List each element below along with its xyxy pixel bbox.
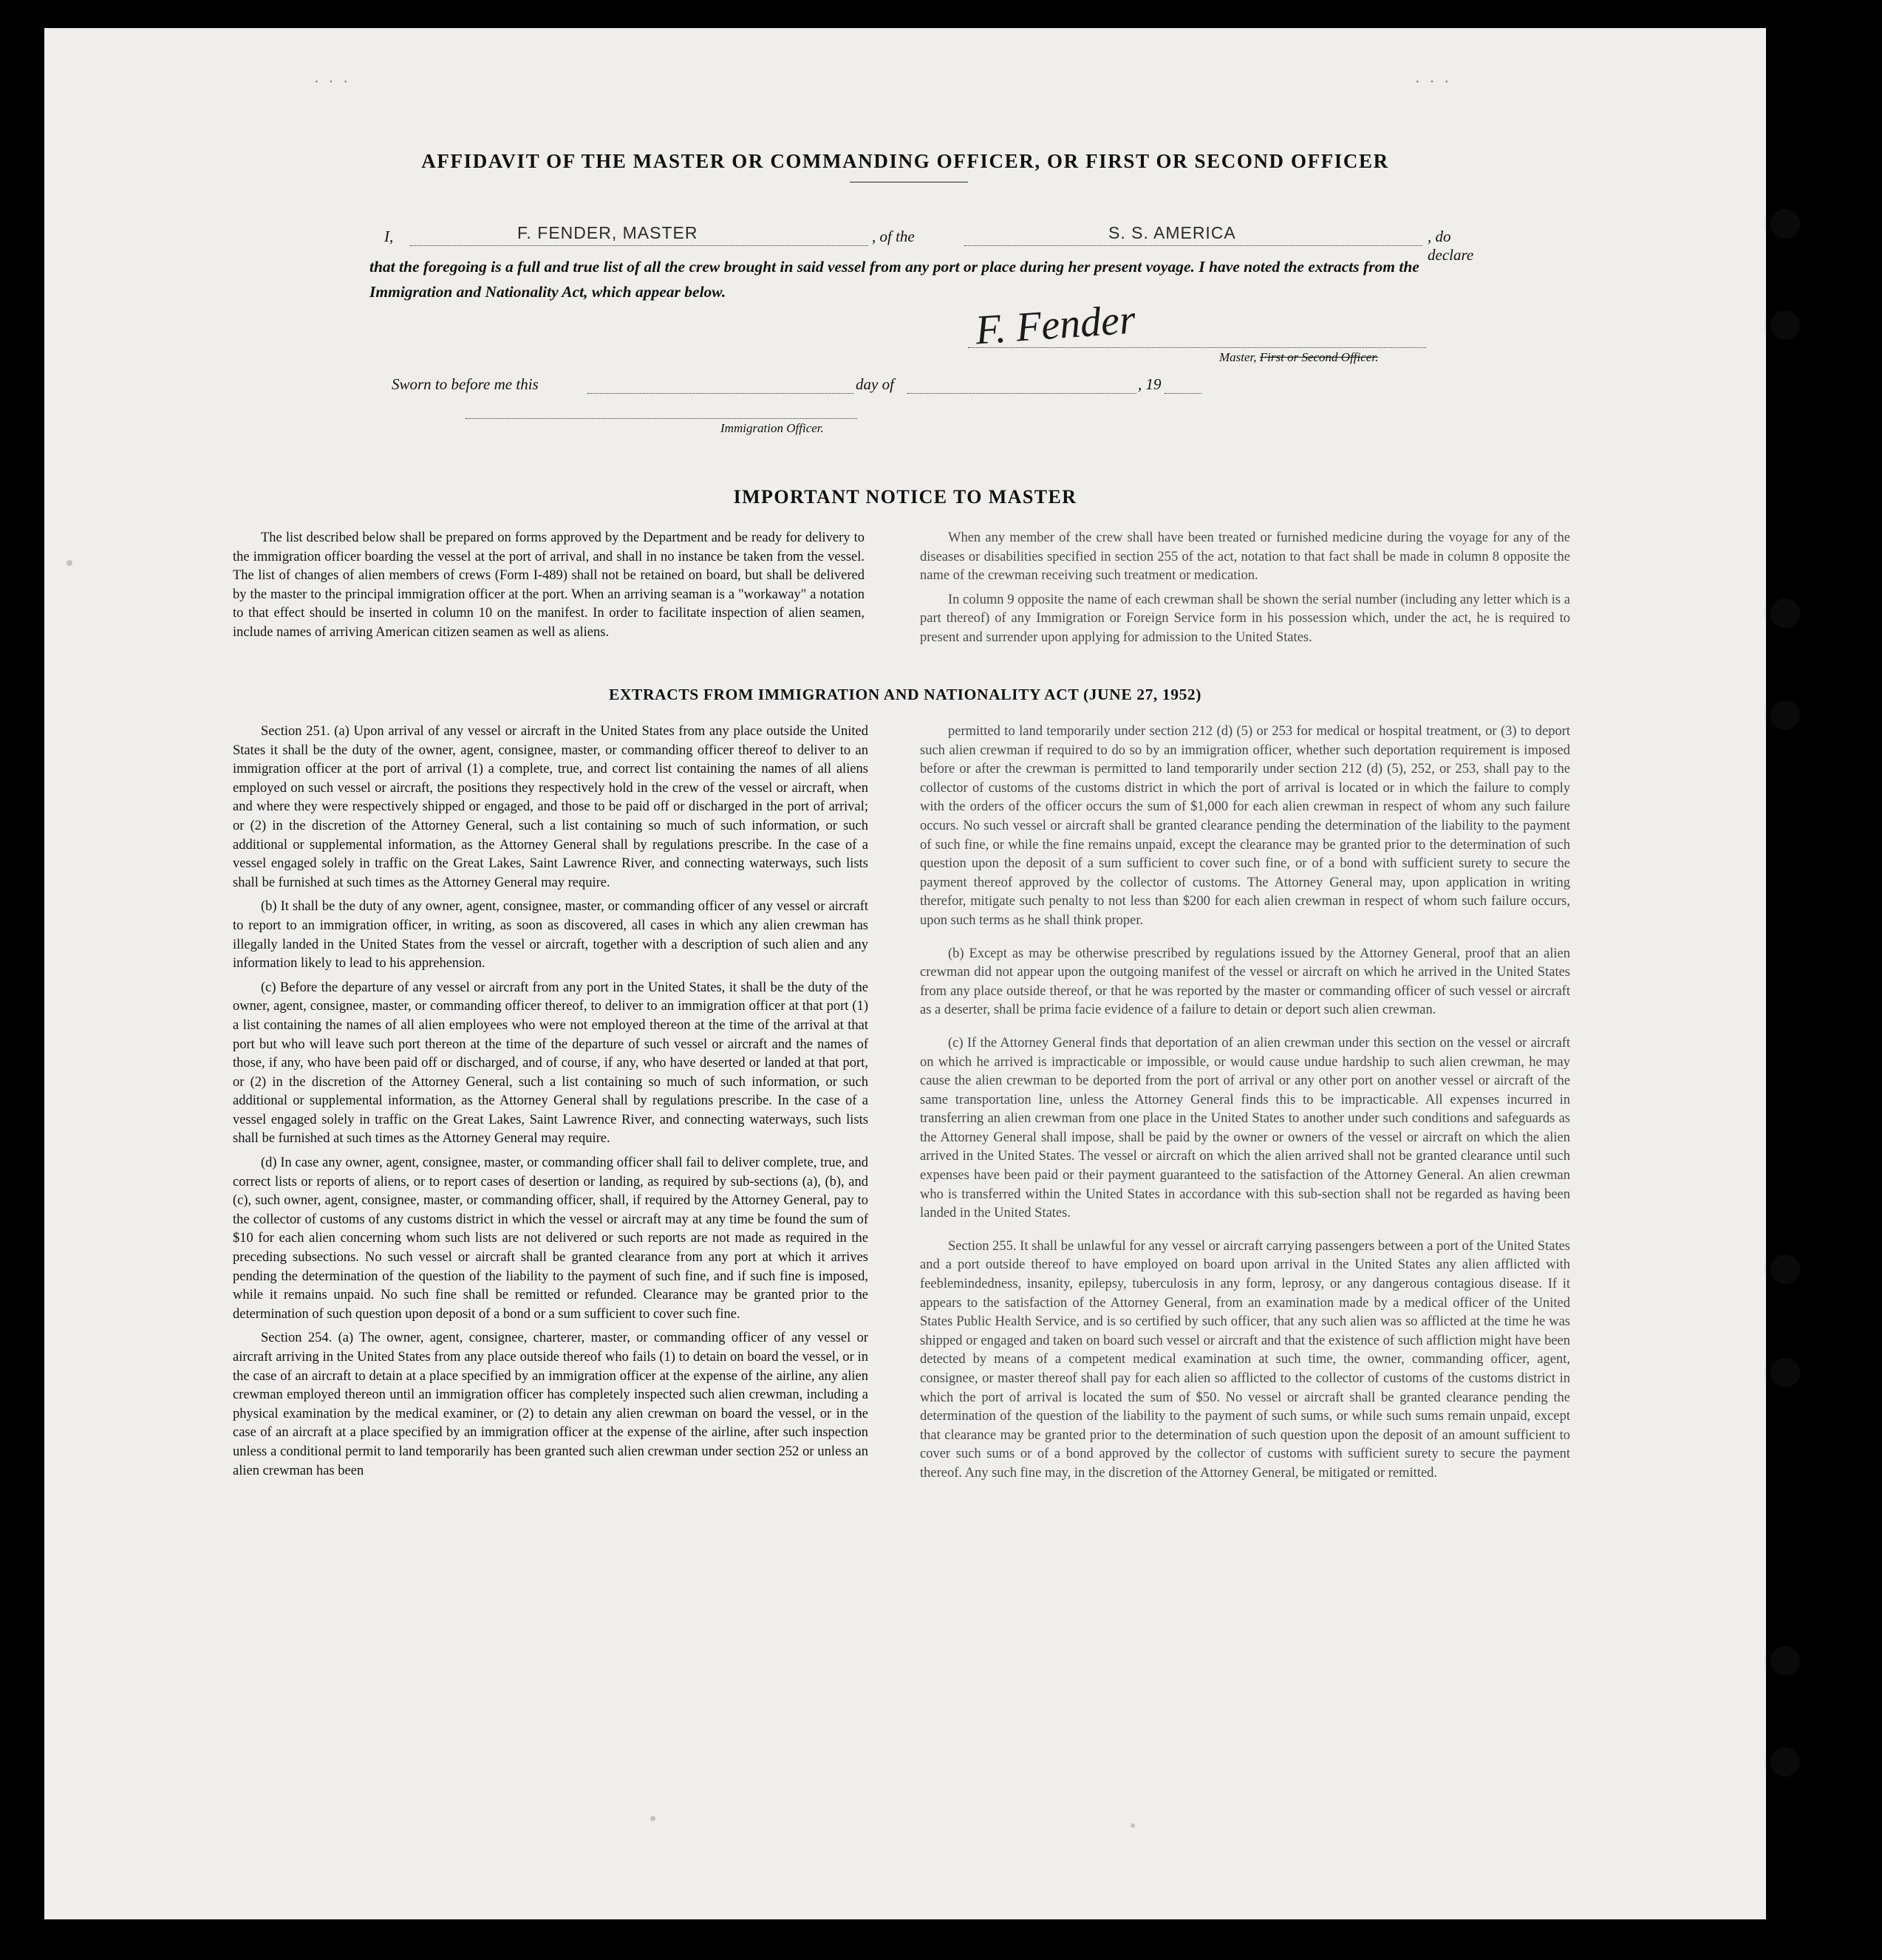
film-punch-hole — [1770, 598, 1800, 628]
notice-right-para-1: When any member of the crew shall have been treated or furnished medicine during the voyage for any of the diseases or disabilities specified in section 255 of the act, notation to that fact shall be made in column 8 opposite the name of the crewman receiving such treatment or medication. — [920, 530, 1570, 584]
film-punch-hole — [1770, 209, 1800, 239]
declaration-text: that the foregoing is a full and true list of all the crew brought in said vessel from any port or place during her present voyage. I have noted the extracts from the Immigration and Nationality Act, which appear below. — [369, 258, 1419, 301]
film-punch-hole — [1770, 1358, 1800, 1387]
day-of-label: day of — [856, 375, 894, 393]
scan-speck — [1131, 1823, 1135, 1828]
extract-para-a: Section 251. (a) Upon arrival of any vessel or aircraft in the United States from any place outside the United States it shall be the duty of the owner, agent, consignee, master, or commanding officer thereof to deliver to an immigration officer at the port of arrival (1) a complete, true, and correct list containing the names of all aliens employed on such vessel or aircraft, the positions they respectively hold in the crew of the vessel or aircraft, when and where they were respectively shipped or engaged, and those to be paid off or discharged in the port of arrival; or (2) in the discretion of the Attorney General, such a list containing so much of such information, or such additional or supplemental information, as the Attorney General shall by regulations prescribe. In the case of a vessel engaged solely in traffic on the Great Lakes, Saint Lawrence River, and connecting waterways, such lists shall be furnished at such times as the Attorney General may require. — [233, 724, 868, 890]
extracts-right-column — [920, 723, 1570, 1483]
scan-speck — [67, 560, 72, 566]
signature-caption-struck: First or Second Officer. — [1259, 350, 1379, 364]
extract-254a-cont: permitted to land temporarily under section 212 (d) (5) or 253 for medical or hospital treatment, or (3) to deport such alien crewman if required to do so by an immigration officer, whether such deportation requirement is imposed before or after the crewman is permitted to land temporarily under section 212 (d) (5), 252, or 253, shall pay to the collector of customs of the customs district in which the port of arrival is located or in which the failure to comply with the orders of the officer occurs the sum of $1,000 for each alien crewman in respect of whom any such failure occurs. No such vessel or aircraft shall be granted clearance pending the determination of the liability to the payment of such fine, or while the fine remains unpaid, except the clearance may be granted prior to the determination of such question upon the deposit of a sum sufficient to cover such fine, or of a bond with sufficient surety to secure the payment thereof approved by the collector of customs. The Attorney General may, upon application in writing therefor, mitigate such penalty to not less than $200 for each alien crewman in respect of whom such failure occurs, upon such terms as he shall think proper. — [920, 724, 1570, 928]
film-punch-hole — [1770, 700, 1800, 730]
corner-mark-left: · · · — [314, 74, 351, 90]
sworn-date-rule — [587, 393, 853, 394]
scan-speck — [650, 1816, 655, 1821]
year-label: , 19 — [1138, 375, 1162, 393]
signature-caption-master: Master, — [1219, 350, 1257, 364]
notice-right-column — [920, 529, 1570, 648]
sworn-label: Sworn to before me this — [392, 375, 539, 393]
document-body — [44, 28, 1766, 1919]
i-label: I, — [384, 228, 394, 245]
signature-caption — [1219, 350, 1378, 365]
vessel-name-value: S. S. AMERICA — [1108, 223, 1236, 242]
corner-mark-right: · · · — [1415, 74, 1452, 90]
film-punch-hole — [1770, 1747, 1800, 1777]
notice-left-column — [233, 529, 865, 643]
extracts-title: EXTRACTS FROM IMMIGRATION AND NATIONALITY ACT (JUNE 27, 1952) — [608, 686, 1202, 703]
page-title: AFFIDAVIT OF THE MASTER OR COMMANDING OFFICER, OR FIRST OR SECOND OFFICER — [421, 150, 1389, 172]
extract-para-b: (b) It shall be the duty of any owner, agent, consignee, master, or commanding officer of any vessel or aircraft to report to an immigration officer, in writing, as soon as discovered, all cases in which any alien crewman has illegally landed in the United States from the vessel or aircraft, together with a description of such alien and any information likely to lead to his apprehension. — [233, 899, 868, 972]
do-declare-label: , do declare — [1428, 228, 1474, 264]
year-rule — [1165, 393, 1201, 394]
extract-section-255: Section 255. It shall be unlawful for any vessel or aircraft carrying passengers between a port of the United States and a port outside thereof to have employed on board upon arrival in the United States any alien afflicted with feeblemindedness, insanity, epilepsy, tuberculosis in any form, leprosy, or any dangerous contagious disease. If it appears to the satisfaction of the Attorney General, from an examination made by a medical officer of the United States Public Health Service, and is so certified by such officer, that any such alien was so afflicted at the time he was shipped or engaged and taken on board such vessel or aircraft and that the existence of such affliction might have been detected by means of a competent medical examination at such time, the owner, commanding officer, agent, consignee, or master thereof shall pay for each alien so afflicted to the collector of customs of the customs district in which the port of arrival is located the sum of $50. No vessel or aircraft shall be granted clearance pending the determination of the question of the liability to the payment of such sums, or while such sums remain unpaid, except that clearance may be granted prior to the determination of such question upon the deposit of an amount sufficient to cover such sums or of a bond approved by the collector of customs with sufficient surety to secure the payment thereof. Any such fine may, in the discretion of the Attorney General, be mitigated or remitted. — [920, 1238, 1570, 1481]
extract-para-c: (c) Before the departure of any vessel or aircraft from any port in the United States, it shall be the duty of the owner, agent, consignee, master, or commanding officer thereof, to deliver to an immigration officer at that port (1) a list containing the names of all alien employees who were not employed thereon at the time of the arrival at that port but who will leave such port thereon at the time of the departure of such vessel or aircraft and the names of those, if any, who have been paid off or discharged, and of course, if any, who have deserted or landed at that port, or (2) in the discretion of the Attorney General, such a list containing so much of such information, or such additional or supplemental information, as the Attorney General shall by regulations prescribe. In the case of a vessel engaged solely in traffic on the Great Lakes, Saint Lawrence River, and connecting waterways, such lists shall be furnished at such times as the Attorney General may require. — [233, 980, 868, 1147]
master-name-value: F. FENDER, MASTER — [517, 223, 698, 242]
notice-title: IMPORTANT NOTICE TO MASTER — [733, 486, 1077, 508]
film-punch-hole — [1770, 310, 1800, 340]
immigration-officer-rule — [466, 418, 857, 419]
declaration-line — [340, 219, 1493, 264]
vessel-name-rule — [964, 245, 1422, 246]
film-punch-hole — [1770, 1646, 1800, 1676]
immigration-officer-caption: Immigration Officer. — [720, 421, 824, 435]
declaration-block — [340, 219, 1493, 301]
signature-handwritten: F. Fender — [974, 296, 1137, 354]
notice-right-para-2: In column 9 opposite the name of each crewman shall be shown the serial number (including any letter which is a part thereof) of any Immigration or Foreign Service form in his possession which, under the act, he is required to present and surrender upon applying for admission to the United States. — [920, 592, 1570, 645]
scanned-document-page — [44, 28, 1766, 1919]
master-name-rule — [410, 245, 868, 246]
extract-section-254: Section 254. (a) The owner, agent, consignee, charterer, master, or commanding officer of any vessel or aircraft arriving in the United States from any place outside thereof who fails (1) to detain on board the vessel, or in the case of an aircraft to detain at a place specified by an immigration officer at the expense of the airline, any alien crewman employed thereon until an immigration officer has completely inspected such alien crewman, including a physical examination by the medical examiner, or (2) to detain any alien crewman on board the vessel, or in the case of an aircraft at a place specified by an immigration officer at the expense of the airline, after such inspection unless a conditional permit to land temporarily has been granted such alien crewman under section 252 or unless an alien crewman has been — [233, 1331, 868, 1478]
extracts-left-column — [233, 723, 868, 1481]
extract-para-d: (d) In case any owner, agent, consignee, master, or commanding officer shall fail to deliver complete, true, and correct lists or reports of aliens, or to report cases of desertion or landing, as required by sub-sections (a), (b), and (c), such owner, agent, consignee, master, or commanding officer, shall, if required by the Attorney General, pay to the collector of customs of any customs district in which the vessel or aircraft may at any time be found the sum of $10 for each alien concerning whom such lists are not delivered or such reports are not made as required in the preceding subsections. No such vessel or aircraft shall be granted clearance from any port at which it arrives pending the determination of the question of the liability to the payment of such fine, and if such fine is imposed, while it remains unpaid. No such fine shall be remitted or refunded. Clearance may be granted prior to the determination of such question upon deposit of a bond or a sum sufficient to cover such fine. — [233, 1155, 868, 1322]
signature-rule — [968, 347, 1426, 348]
of-the-label: , of the — [872, 228, 915, 245]
month-rule — [907, 393, 1136, 394]
film-punch-hole — [1770, 1254, 1800, 1284]
extract-254c: (c) If the Attorney General finds that deportation of an alien crewman under this section on the vessel or aircraft on which he arrived is impracticable or impossible, or would cause undue hardship to such alien crewman, he may cause the alien crewman to be deported from the port of arrival or any other port on another vessel or aircraft of the same transportation line, unless the Attorney General finds this to be impracticable. All expenses incurred in transferring an alien crewman from one place in the United States to another under such conditions and safeguards as the Attorney General shall impose, shall be paid by the owner or owners of the vessel or aircraft on which the alien arrived in the United States. The vessel or aircraft on which the alien arrived shall not be granted clearance until such expenses have been paid or their payment guaranteed to the satisfaction of the Attorney General. An alien crewman who is transferred within the United States in accordance with this sub-section shall not be regarded as having been landed in the United States. — [920, 1035, 1570, 1221]
extract-254b: (b) Except as may be otherwise prescribed by regulations issued by the Attorney General, proof that an alien crewman did not appear upon the outgoing manifest of the vessel or aircraft on which he arrived in the United States from any place outside thereof, or that he was reported by the master or commanding officer of such vessel or aircraft as a deserter, shall be prima facie evidence of a failure to detain or deport such alien crewman. — [920, 946, 1570, 1018]
notice-left-para-1: The list described below shall be prepared on forms approved by the Department and be ready for delivery to the immigration officer boarding the vessel at the port of arrival, and shall in no instance be taken from the vessel. The list of changes of alien members of crews (Form I-489) shall not be retained on board, but shall be delivered by the master to the principal immigration officer at the port. When an arriving seaman is a "workaway" a notation to that effect should be inserted in column 10 on the manifest. In order to facilitate inspection of alien seamen, include names of arriving American citizen seamen as well as aliens. — [233, 530, 865, 640]
